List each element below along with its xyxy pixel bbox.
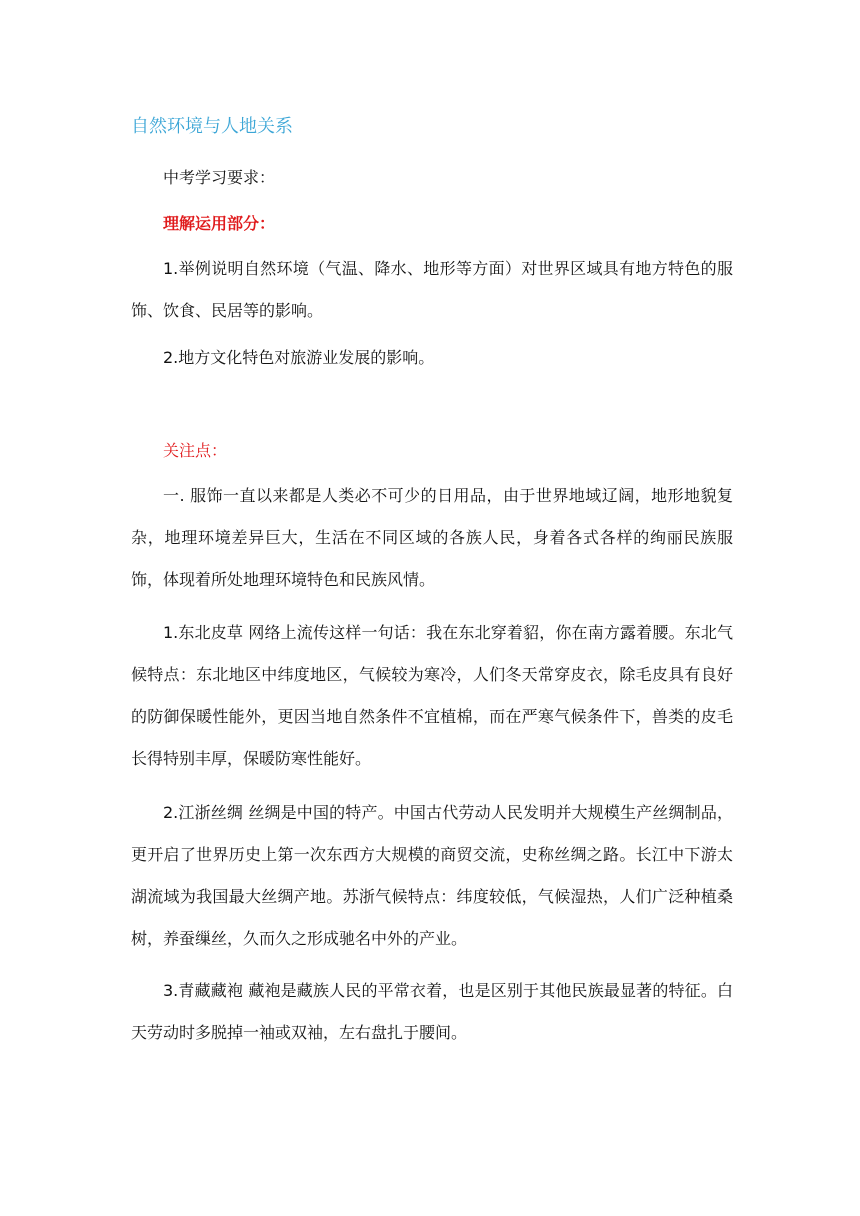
item-2-paragraph: 2.江浙丝绸 丝绸是中国的特产。中国古代劳动人民发明并大规模生产丝绸制品，更开启了世界历史上第一次东西方大规模的商贸交流，史称丝绸之路。长江中下游太湖流域为我国最大丝绸产地。苏浙气候特点：纬度较低，气候湿热，人们广泛种植桑树，养蚕缫丝，久而久之形成驰名中外的产业。 (131, 803, 733, 948)
focus-heading: 关注点： (163, 441, 228, 460)
focus-intro-paragraph: 一. 服饰一直以来都是人类必不可少的日用品，由于世界地域辽阔，地形地貌复杂，地理环境差异巨大，生活在不同区域的各族人民，身着各式各样的绚丽民族服饰，体现着所处地理环境特色和民族风情。 (131, 486, 733, 589)
requirement-1-paragraph: 1.举例说明自然环境（气温、降水、地形等方面）对世界区域具有地方特色的服饰、饮食、民居等的影响。 (131, 259, 733, 320)
requirements-heading: 中考学习要求： (163, 168, 276, 187)
document-title: 自然环境与人地关系 (131, 116, 293, 137)
item-1-paragraph: 1.东北皮草 网络上流传这样一句话：我在东北穿着貂，你在南方露着腰。东北气候特点：东北地区中纬度地区，气候较为寒冷，人们冬天常穿皮衣，除毛皮具有良好的防御保暖性能外，更因当地自然条件不宜植棉，而在严寒气候条件下，兽类的皮毛长得特别丰厚，保暖防寒性能好。 (131, 623, 733, 768)
item-3-paragraph: 3.青藏藏袍 藏袍是藏族人民的平常衣着，也是区别于其他民族最显著的特征。白天劳动时多脱掉一袖或双袖，左右盘扎于腰间。 (131, 981, 733, 1042)
application-heading: 理解运用部分： (163, 214, 276, 233)
requirement-2-paragraph: 2.地方文化特色对旅游业发展的影响。 (163, 348, 435, 367)
